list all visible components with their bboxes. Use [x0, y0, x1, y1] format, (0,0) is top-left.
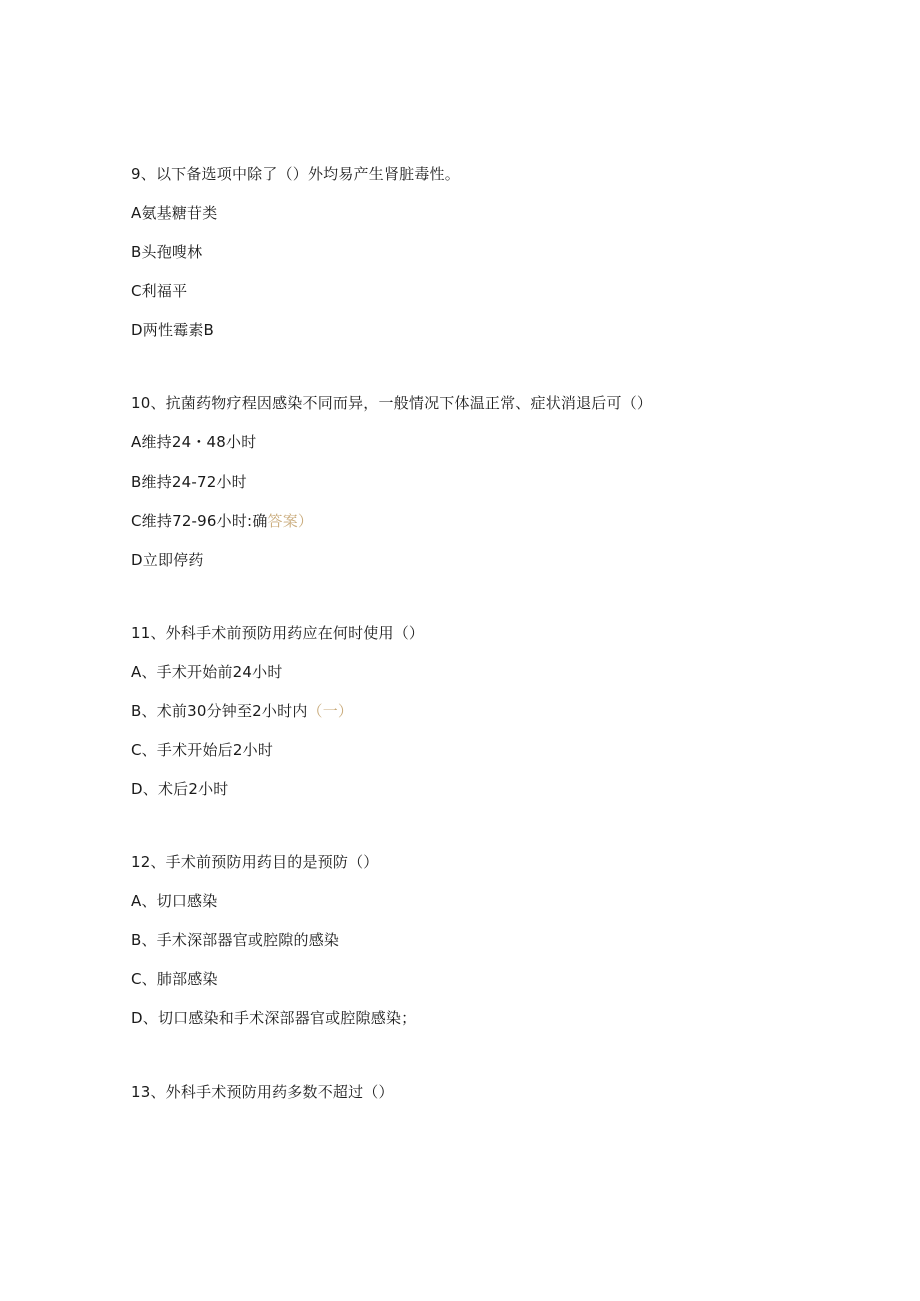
- question-11-option-b-text: B、术前30分钟至2小时内: [131, 702, 308, 720]
- question-10-option-c: [131, 511, 313, 531]
- question-12-option-a: A、切口感染: [131, 892, 218, 910]
- question-10-option-d: D立即停药: [131, 551, 204, 569]
- question-11-option-b: [131, 701, 353, 721]
- question-10-option-b: B维持24-72小时: [131, 473, 247, 491]
- question-11-stem: 11、外科手术前预防用药应在何时使用（）: [131, 624, 425, 642]
- question-11-option-d: D、术后2小时: [131, 780, 229, 798]
- question-11-option-a: A、手术开始前24小时: [131, 663, 283, 681]
- question-10-option-a: A维持24・48小时: [131, 433, 257, 451]
- question-9-option-b: B头孢嗖林: [131, 243, 203, 261]
- question-9-option-c: C利福平: [131, 282, 188, 300]
- question-13-stem: 13、外科手术预防用药多数不超过（）: [131, 1083, 394, 1101]
- question-12-option-b: B、手术深部器官或腔隙的感染: [131, 931, 340, 949]
- question-11-option-b-suffix: （一）: [307, 702, 354, 720]
- question-9-option-a: A氨基糖苷类: [131, 204, 218, 222]
- question-9-option-d: D两性霉素B: [131, 321, 215, 339]
- question-11-option-c: C、手术开始后2小时: [131, 741, 274, 759]
- question-10-option-c-suffix: 答案）: [267, 512, 314, 530]
- question-9-stem: 9、以下备选项中除了（）外均易产生肾脏毒性。: [131, 165, 460, 183]
- question-12-option-d: D、切口感染和手术深部器官或腔隙感染；: [131, 1009, 417, 1027]
- question-10-stem: 10、抗菌药物疗程因感染不同而异，一般情况下体温正常、症状消退后可（）: [131, 394, 653, 412]
- question-12-option-c: C、肺部感染: [131, 970, 218, 988]
- question-12-stem: 12、手术前预防用药目的是预防（）: [131, 853, 379, 871]
- question-10-option-c-text: C维持72-96小时:确: [131, 512, 268, 530]
